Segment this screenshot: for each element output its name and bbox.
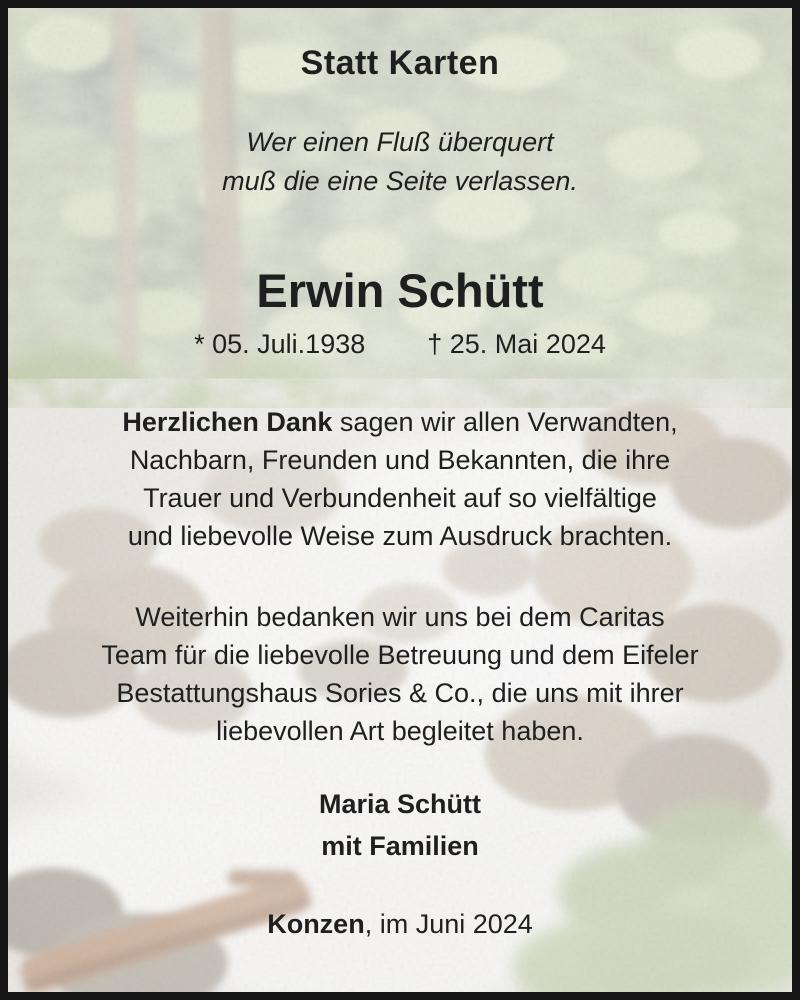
deceased-name: Erwin Schütt [256,264,544,317]
place-date-line [8,906,792,942]
thanks-lead-bold: Herzlichen Dank [122,407,333,437]
thanks-line-1 [8,403,792,441]
thanks-line-3: Trauer und Verbundenheit auf so vielfältige [143,483,657,513]
caritas-line-3: Bestattungshaus Sories & Co., die uns mit ihrer [116,678,684,708]
caritas-line-2: Team für die liebevolle Betreuung und dem Eifeler [101,640,699,670]
memorial-quote [8,123,792,201]
signature-name: Maria Schütt [318,789,482,819]
quote-line-2: muß die eine Seite verlassen. [222,166,578,196]
family-signature [8,783,792,867]
caritas-line-1: Weiterhin bedanken wir uns bei dem Caritas [135,602,665,632]
thanks-line-2: Nachbarn, Freunden und Bekannten, die ihre [129,445,671,475]
quote-line-1: Wer einen Fluß überquert [246,127,554,157]
thanks-line-1-rest: sagen wir allen Verwandten, [332,407,678,437]
thanks-paragraph [8,403,792,555]
notice-content [8,8,792,992]
thanks-line-4: und liebevolle Weise zum Ausdruck brachten. [127,521,673,551]
place-date-rest: , im Juni 2024 [364,909,533,939]
notice-header: Statt Karten [300,44,500,82]
life-dates [8,326,792,362]
caritas-paragraph [8,598,792,750]
death-date: † 25. Mai 2024 [427,329,606,359]
place-name: Konzen [267,909,365,939]
caritas-line-4: liebevollen Art begleitet haben. [216,716,584,746]
birth-date: * 05. Juli.1938 [194,329,366,359]
signature-family: mit Familien [321,831,479,861]
